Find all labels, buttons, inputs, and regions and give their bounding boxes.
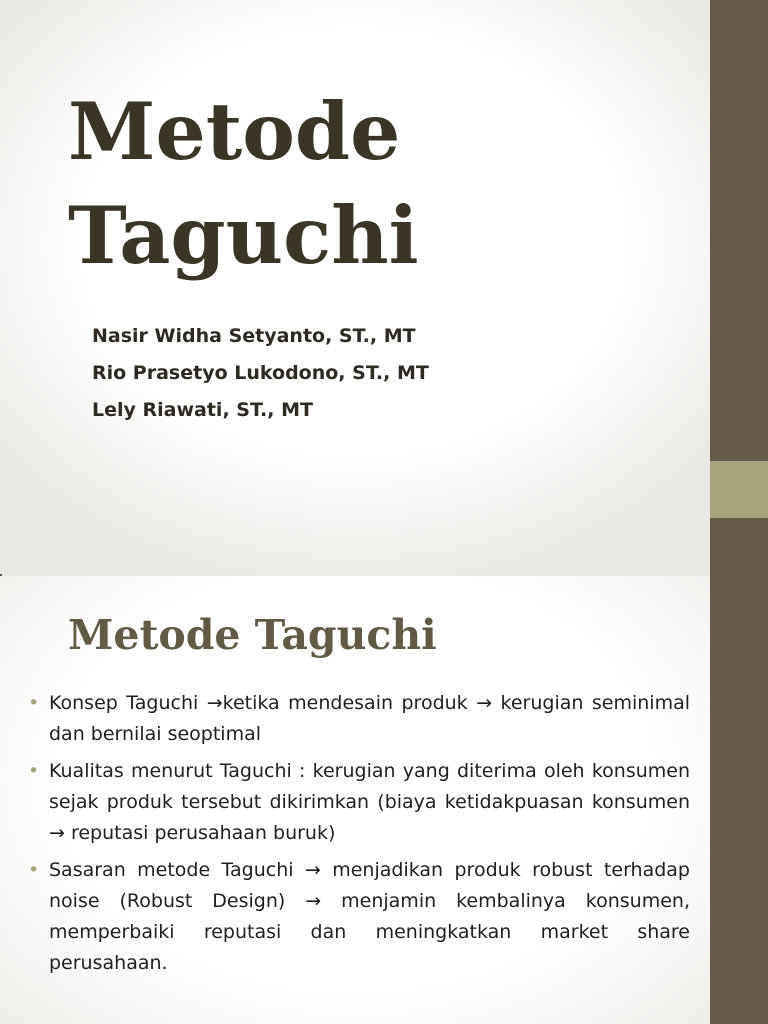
slide-title-heading: [68, 80, 419, 288]
bullet-icon: •: [28, 760, 40, 782]
bullet-item-2: [28, 756, 690, 849]
bullet-text-3: Sasaran metode Taguchi → menjadikan produk robust terhadap noise (Robust Design) → menjamin kembalinya konsumen, memperbaiki reputasi dan meningkatkan market share perusahaan.: [49, 859, 690, 974]
bullet-text-2: Kualitas menurut Taguchi : kerugian yang diterima oleh konsumen sejak produk tersebut dikirimkan (biaya ketidakpuasan konsumen → reputasi perusahaan buruk): [49, 760, 690, 844]
bullet-text-1: Konsep Taguchi →ketika mendesain produk → kerugian seminimal dan bernilai seoptimal: [49, 692, 690, 745]
bullet-item-1: [28, 688, 690, 750]
author-list: [92, 318, 429, 429]
author-2: Rio Prasetyo Lukodono, ST., MT: [92, 362, 429, 384]
bullet-icon: •: [28, 859, 40, 881]
bullet-icon: •: [28, 692, 40, 714]
title-line-1: Metode: [68, 85, 401, 178]
slide-content: [0, 576, 710, 1024]
bullet-item-3: [28, 855, 690, 979]
content-slide-title: Metode Taguchi: [68, 611, 437, 659]
title-line-2: Taguchi: [68, 189, 419, 282]
author-3: Lely Riawati, ST., MT: [92, 399, 313, 421]
sidebar-accent-block: [710, 461, 768, 518]
bullet-list: [28, 688, 690, 985]
author-1: Nasir Widha Setyanto, ST., MT: [92, 325, 416, 347]
